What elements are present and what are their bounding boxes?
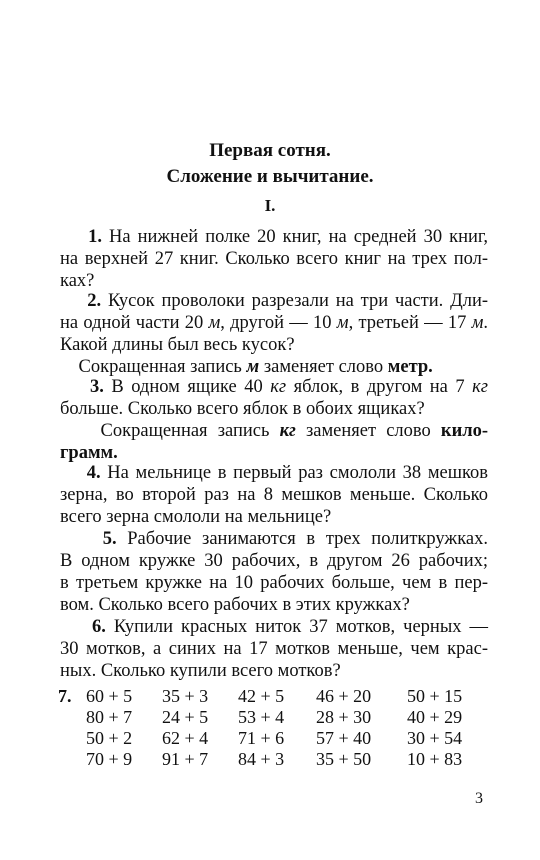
exercise-cell: 42 + 5 — [238, 686, 285, 706]
problem-6 — [60, 616, 488, 682]
problem-3-note: Сокращенная запись кг заменяет слово кило- — [100, 421, 489, 441]
problem-2-line-1: 2. Кусок проволоки разрезали на три части. Дли- — [87, 291, 489, 311]
problem-6-line-1: 6. Купили красных ниток 37 мотков, черных — — [92, 617, 489, 637]
problem-5-line-1: 5. Рабочие занимаются в трех политкружках. — [102, 529, 488, 549]
exercise-cell: 70 + 9 — [86, 749, 133, 769]
exercise-cell: 53 + 4 — [238, 707, 285, 727]
problem-number: 7. — [58, 686, 72, 706]
problem-5-line-4: вом. Сколько всего рабочих в этих кружках? — [60, 595, 410, 615]
page-number: 3 — [475, 790, 483, 807]
exercise-cell: 62 + 4 — [162, 728, 209, 748]
problem-2-line-2: на одной части 20 м, другой — 10 м, третьей — 17 м. — [60, 313, 488, 333]
term-meter: метр. — [387, 357, 433, 377]
exercise-cell: 46 + 20 — [316, 686, 372, 706]
exercise-cell: 35 + 50 — [316, 749, 372, 769]
chapter-subtitle: Сложение и вычитание. — [166, 166, 374, 187]
problem-3-line-2: больше. Сколько всего яблок в обоих ящиках? — [60, 399, 425, 419]
problem-number: 3. — [89, 377, 104, 397]
problem-1-line-3: ках? — [60, 271, 95, 291]
unit-meter: м — [471, 313, 484, 333]
problem-4-line-1: 4. На мельнице в первый раз смололи 38 мешков — [86, 463, 489, 483]
exercise-cell: 57 + 40 — [316, 728, 372, 748]
problem-6-line-3: ных. Сколько купили всего мотков? — [60, 661, 341, 681]
exercise-cell: 40 + 29 — [407, 707, 463, 727]
problem-3 — [60, 376, 488, 464]
problem-2-note: Сокращенная запись м заменяет слово метр. — [78, 357, 433, 377]
problem-1 — [60, 226, 488, 292]
exercise-cell: 60 + 5 — [86, 686, 133, 706]
problem-number: 5. — [102, 529, 117, 549]
unit-kilogram: кг — [472, 377, 489, 397]
chapter-title: Первая сотня. — [209, 140, 331, 161]
problem-1-line-2: на верхней 27 книг. Сколько всего книг на трех пол- — [60, 249, 488, 269]
problem-2-line-3: Какой длины был весь кусок? — [60, 335, 295, 355]
exercise-cell: 28 + 30 — [316, 707, 372, 727]
exercise-cell: 84 + 3 — [238, 749, 285, 769]
unit-meter: м — [208, 313, 221, 333]
problem-2 — [60, 290, 488, 378]
section-number: I. — [264, 196, 276, 215]
problem-3-line-1: 3. В одном ящике 40 кг яблок, в другом на 7 кг — [89, 377, 489, 397]
exercise-cell: 35 + 3 — [162, 686, 209, 706]
problem-6-line-2: 30 мотков, а синих на 17 мотков меньше, чем крас- — [60, 639, 488, 659]
exercise-cell: 50 + 15 — [407, 686, 463, 706]
term-kilogram-part-1: кило- — [440, 421, 489, 441]
problem-5-line-2: В одном кружке 30 рабочих, в другом 26 рабочих; — [60, 551, 488, 571]
problem-4-line-3: всего зерна смололи на мельнице? — [60, 507, 332, 527]
unit-kilogram: кг — [279, 421, 296, 441]
problem-number: 6. — [92, 617, 106, 637]
problem-5-line-3: в третьем кружке на 10 рабочих больше, чем в пер- — [60, 573, 488, 593]
problem-number: 2. — [87, 291, 102, 311]
problem-5 — [60, 528, 488, 616]
problem-number: 4. — [86, 463, 101, 483]
exercise-cell: 50 + 2 — [86, 728, 133, 748]
term-kilogram-part-2: грамм. — [60, 443, 118, 463]
problem-number: 1. — [88, 227, 102, 247]
unit-kilogram: кг — [270, 377, 287, 397]
problem-1-line-1: 1. На нижней полке 20 книг, на средней 30 книг, — [88, 227, 489, 247]
exercise-cell: 71 + 6 — [238, 728, 285, 748]
problem-4 — [60, 462, 488, 528]
problem-4-line-2: зерна, во второй раз на 8 мешков меньше. Сколько — [60, 485, 488, 505]
exercise-cell: 80 + 7 — [86, 707, 133, 727]
unit-meter: м — [246, 357, 260, 377]
exercise-cell: 30 + 54 — [407, 728, 463, 748]
exercise-cell: 10 + 83 — [407, 749, 463, 769]
exercise-cell: 91 + 7 — [162, 749, 209, 769]
unit-meter: м — [336, 313, 349, 333]
exercise-cell: 24 + 5 — [162, 707, 209, 727]
